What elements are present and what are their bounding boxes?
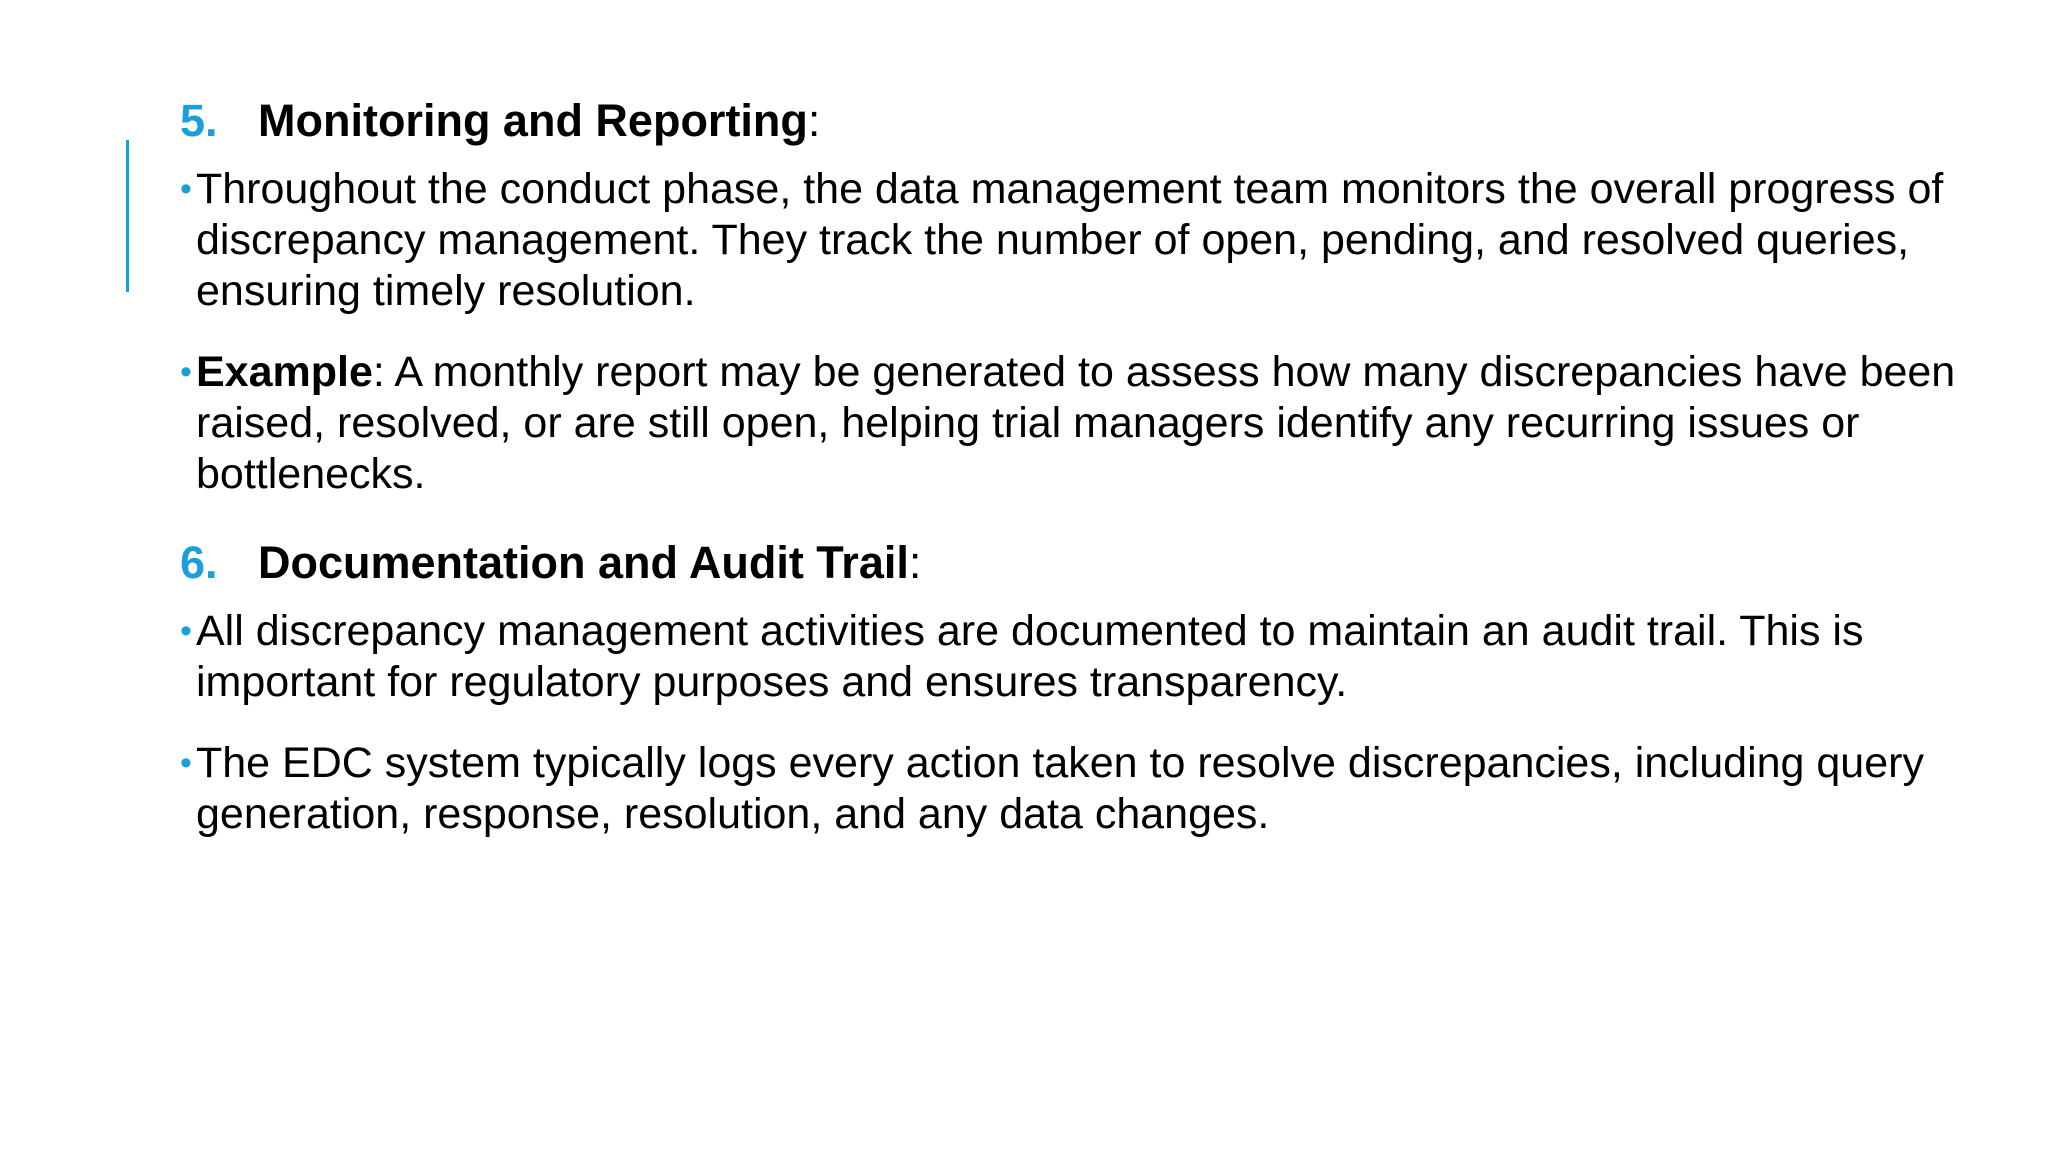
bullet-item (180, 606, 1980, 708)
bullet-marker: • (180, 170, 192, 208)
section-number: 5. (180, 95, 218, 146)
section-colon: : (807, 95, 821, 146)
accent-bar (126, 140, 129, 292)
bullet-text: : A monthly report may be generated to assess how many discrepancies have been raised, resolved, or are still open, helping trial managers identify any recurring issues or bottlenecks. (196, 348, 1956, 498)
bullet-text: Throughout the conduct phase, the data management team monitors the overall progress of discrepancy management. They track the number of open, pending, and resolved queries, ensuring timely resolution. (196, 165, 1944, 315)
section-colon: : (908, 537, 922, 588)
bullet-lead: Example (196, 348, 373, 396)
section-title: Documentation and Audit Trail (258, 537, 909, 588)
bullet-item (180, 164, 1980, 317)
bullet-marker: • (180, 612, 192, 650)
bullet-marker: • (180, 744, 192, 782)
section-number: 6. (180, 537, 218, 588)
section-heading-6 (180, 530, 1980, 596)
bullet-marker: • (180, 353, 192, 391)
bullet-text: The EDC system typically logs every action taken to resolve discrepancies, including query generation, response, resolution, and any data changes. (196, 739, 1924, 838)
section-heading-5 (180, 88, 1980, 154)
bullet-text: All discrepancy management activities are documented to maintain an audit trail. This is important for regulatory purposes and ensures transparency. (196, 607, 1864, 706)
bullet-item (180, 738, 1980, 840)
section-title: Monitoring and Reporting (258, 95, 808, 146)
bullet-text-wrap (196, 347, 1980, 500)
section-title-wrap (258, 530, 921, 596)
bullet-item (180, 347, 1980, 500)
section-title-wrap (258, 88, 820, 154)
slide-content (180, 88, 1980, 870)
